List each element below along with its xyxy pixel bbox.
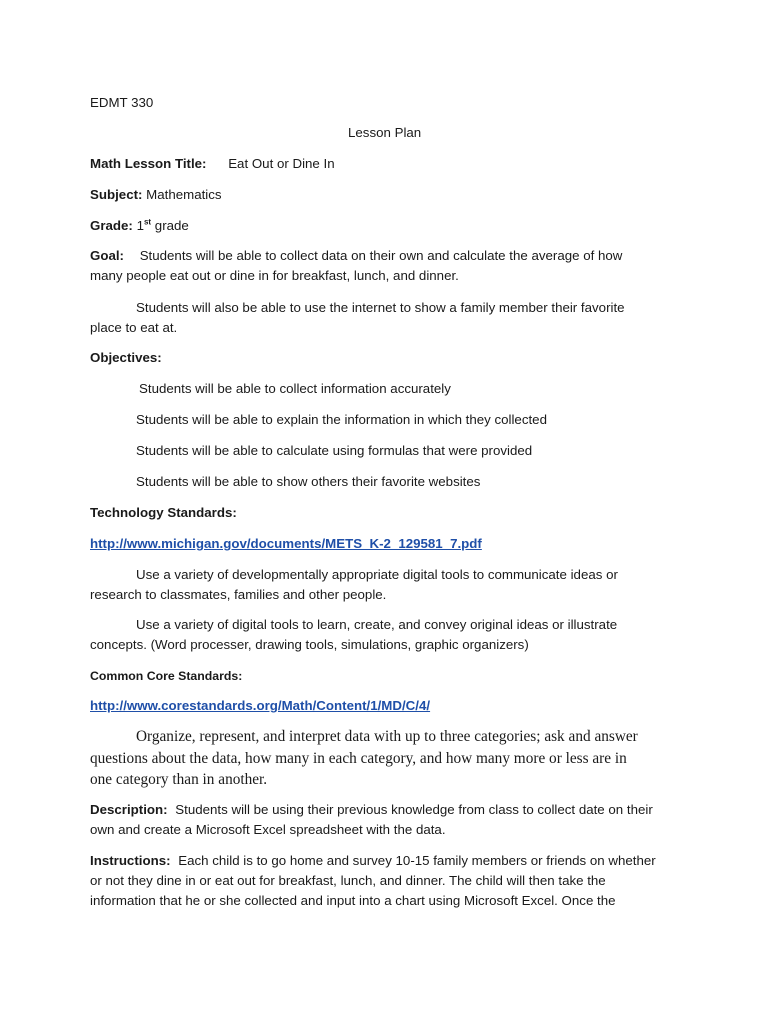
grade-word: grade: [154, 218, 189, 233]
goal-line-3: Students will also be able to use the internet to show a family member their favorite: [136, 300, 625, 315]
instructions-line-1: [90, 853, 656, 869]
instructions-line-3: information that he or she collected and input into a chart using Microsoft Excel. Once the: [90, 893, 616, 908]
common-core-line-2: questions about the data, how many in each category, and how many more or less are in: [90, 750, 627, 767]
description-line-2: own and create a Microsoft Excel spreadsheet with the data.: [90, 822, 446, 837]
goal-text-1: Students will be able to collect data on their own and calculate the average of how: [139, 248, 623, 263]
subject-value: Mathematics: [146, 187, 222, 202]
objective-item: Students will be able to calculate using formulas that were provided: [136, 443, 533, 458]
description-line-1: [90, 802, 653, 818]
description-label: Description:: [90, 802, 168, 817]
objective-item: Students will be able to collect information accurately: [139, 381, 451, 396]
instructions-label: Instructions:: [90, 853, 171, 868]
goal-line-4: place to eat at.: [90, 320, 178, 335]
instructions-line-2: or not they dine in or eat out for breakfast, lunch, and dinner. The child will then take the: [90, 873, 606, 888]
objective-item: Students will be able to show others their favorite websites: [136, 474, 481, 489]
common-core-link[interactable]: http://www.corestandards.org/Math/Content/1/MD/C/4/: [90, 698, 431, 713]
common-core-line-3: one category than in another.: [90, 771, 268, 788]
goal-line-2: many people eat out or dine in for breakfast, lunch, and dinner.: [90, 268, 459, 283]
tech-para-1-line-1: Use a variety of developmentally appropriate digital tools to communicate ideas or: [136, 567, 618, 582]
course-code: EDMT 330: [90, 95, 154, 110]
common-core-label: Common Core Standards:: [90, 669, 243, 683]
technology-standards-label: Technology Standards:: [90, 505, 237, 520]
lesson-title-label: Math Lesson Title:: [90, 156, 207, 171]
page-title: Lesson Plan: [348, 125, 422, 140]
lesson-title-row: [90, 156, 335, 172]
tech-para-2-line-1: Use a variety of digital tools to learn, create, and convey original ideas or illustrate: [136, 617, 618, 632]
goal-label: Goal:: [90, 248, 124, 263]
common-core-line-1: Organize, represent, and interpret data with up to three categories; ask and answer: [136, 728, 638, 745]
objectives-label: Objectives:: [90, 350, 162, 365]
subject-row: [90, 187, 222, 203]
tech-para-1-line-2: research to classmates, families and other people.: [90, 587, 387, 602]
technology-standards-link[interactable]: http://www.michigan.gov/documents/METS_K-2_129581_7.pdf: [90, 536, 482, 551]
tech-para-2-line-2: concepts. (Word processer, drawing tools, simulations, graphic organizers): [90, 637, 529, 652]
objective-item: Students will be able to explain the information in which they collected: [136, 412, 547, 427]
instructions-text-1: Each child is to go home and survey 10-15 family members or friends on whether: [178, 853, 656, 868]
description-text-1: Students will be using their previous knowledge from class to collect date on their: [175, 802, 653, 817]
grade-label: Grade:: [90, 218, 133, 233]
grade-suffix: st: [143, 217, 152, 227]
lesson-title-value: Eat Out or Dine In: [228, 156, 335, 171]
subject-label: Subject:: [90, 187, 143, 202]
grade-row: [90, 218, 189, 234]
grade-number: 1: [136, 218, 144, 233]
goal-line-1: [90, 248, 622, 264]
